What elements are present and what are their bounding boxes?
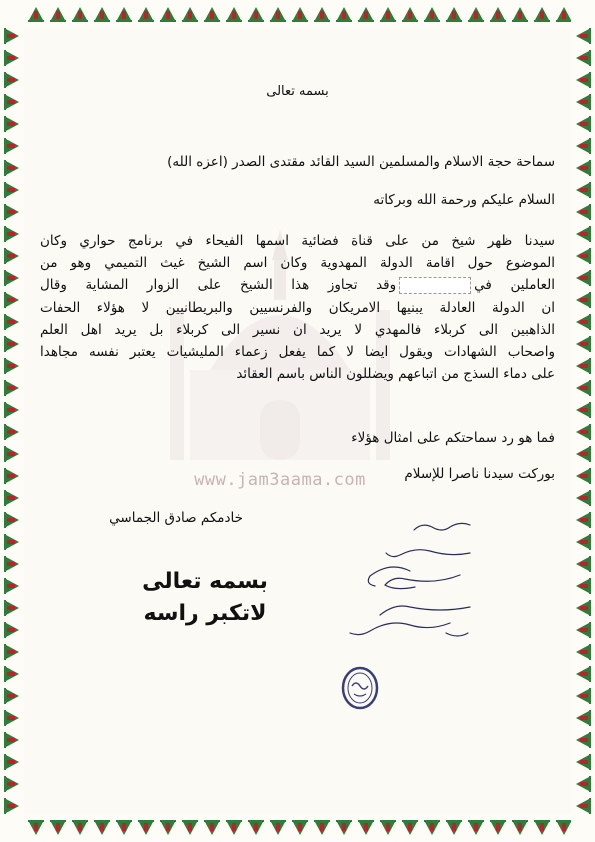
paragraph-line: سيدنا ظهر شيخ من على قناة فضائية اسمها الفيحاء في برنامج حواري وكان <box>40 233 555 249</box>
border-ornament <box>358 7 374 22</box>
border-ornament <box>4 380 19 396</box>
letter-addressee: سماحة حجة الاسلام والمسلمين السيد القائد مقتدى الصدر (اعزه الله) <box>167 154 555 170</box>
border-ornament <box>116 820 132 835</box>
border-ornament <box>4 138 19 154</box>
border-ornament <box>138 7 154 22</box>
border-ornament <box>576 556 591 572</box>
border-ornament <box>4 754 19 770</box>
border-ornament <box>4 226 19 242</box>
border-ornament <box>292 820 308 835</box>
paragraph-line: الموضوع حول اقامة الدولة المهدوية وكان اسم الشيخ غيث التميمي وهو من <box>40 255 555 272</box>
border-ornament <box>490 7 506 22</box>
border-ornament <box>4 710 19 726</box>
border-ornament <box>556 820 572 835</box>
border-ornament <box>576 754 591 770</box>
border-ornament <box>576 490 591 506</box>
border-ornament <box>4 424 19 440</box>
letter-signer: خادمكم صادق الجماسي <box>109 510 243 526</box>
border-ornament <box>556 7 572 22</box>
border-ornament <box>576 798 591 814</box>
border-ornament <box>292 7 308 22</box>
border-ornament <box>446 7 462 22</box>
border-ornament <box>4 776 19 792</box>
border-ornament <box>270 820 286 835</box>
border-ornament <box>576 402 591 418</box>
border-ornament <box>4 248 19 264</box>
border-ornament <box>576 666 591 682</box>
border-ornament <box>4 446 19 462</box>
border-ornament <box>380 7 396 22</box>
border-ornament <box>512 820 528 835</box>
border-ornament <box>204 7 220 22</box>
border-ornament <box>94 820 110 835</box>
border-ornament <box>4 182 19 198</box>
border-ornament <box>424 7 440 22</box>
border-ornament <box>28 7 44 22</box>
border-ornament <box>138 820 154 835</box>
border-ornament <box>576 512 591 528</box>
border-ornament <box>116 7 132 22</box>
border-ornament <box>270 7 286 22</box>
paragraph-fragment: وقد تجاوز هذا الشيخ على الزوار المشاية وقال <box>40 277 397 294</box>
border-ornament <box>182 7 198 22</box>
paragraph-line: على دماء السذج من اتباعهم ويضللون الناس باسم العقائد <box>236 366 555 383</box>
letter-closing: بوركت سيدنا ناصرا للإسلام <box>404 466 555 482</box>
border-ornament <box>336 820 352 835</box>
paragraph-fragment: العاملين في <box>474 277 555 294</box>
border-ornament <box>248 820 264 835</box>
border-ornament <box>4 578 19 594</box>
border-ornament <box>576 358 591 374</box>
border-ornament <box>4 600 19 616</box>
border-ornament <box>248 7 264 22</box>
border-ornament <box>576 424 591 440</box>
border-ornament <box>4 358 19 374</box>
border-ornament <box>226 820 242 835</box>
reply-basmala: بسمه تعالى <box>142 569 268 594</box>
border-ornament <box>4 116 19 132</box>
border-ornament <box>4 94 19 110</box>
border-ornament <box>4 270 19 286</box>
border-ornament <box>576 248 591 264</box>
border-ornament <box>226 7 242 22</box>
border-ornament <box>576 28 591 44</box>
border-ornament <box>182 820 198 835</box>
border-ornament <box>576 710 591 726</box>
border-ornament <box>380 820 396 835</box>
border-ornament <box>576 534 591 550</box>
border-ornament <box>4 644 19 660</box>
border-ornament <box>4 204 19 220</box>
watermark-website: www.jam3aama.com <box>194 470 366 490</box>
border-ornament <box>336 7 352 22</box>
border-ornament <box>576 138 591 154</box>
border-ornament <box>576 622 591 638</box>
border-ornament <box>28 820 44 835</box>
letter-paragraph <box>40 230 555 385</box>
border-ornament <box>4 314 19 330</box>
border-ornament <box>576 732 591 748</box>
border-ornament <box>4 468 19 484</box>
border-ornament <box>468 820 484 835</box>
border-ornament <box>314 7 330 22</box>
redacted-box <box>399 277 471 294</box>
border-ornament <box>576 446 591 462</box>
paragraph-line: واصحاب الشهادات ويقول ايضا لا كما يفعل زعماء المليشيات يعتبر نفسه مجاهدا <box>40 344 555 361</box>
decorative-border-right <box>571 0 595 842</box>
border-ornament <box>534 820 550 835</box>
border-ornament <box>576 270 591 286</box>
border-ornament <box>402 820 418 835</box>
border-ornament <box>576 336 591 352</box>
border-ornament <box>576 50 591 66</box>
border-ornament <box>4 28 19 44</box>
decorative-border-bottom <box>0 814 595 842</box>
paragraph-line: الذاهبين الى كربلاء فالمهدي لا يريد ان نسير الى كربلاء بل يريد اهل العلم <box>40 321 555 338</box>
border-ornament <box>4 798 19 814</box>
border-ornament <box>468 7 484 22</box>
border-ornament <box>576 204 591 220</box>
paragraph-line <box>40 274 555 296</box>
border-ornament <box>4 292 19 308</box>
border-ornament <box>576 182 591 198</box>
border-ornament <box>4 556 19 572</box>
border-ornament <box>4 732 19 748</box>
border-ornament <box>4 402 19 418</box>
border-ornament <box>4 490 19 506</box>
reply-text: لاتكبر راسه <box>143 601 267 626</box>
border-ornament <box>4 160 19 176</box>
paragraph-line: ان الدولة العادلة يبنيها الامريكان والفرنسيين والبريطانيين لا هؤلاء الحفات <box>40 299 555 316</box>
border-ornament <box>94 7 110 22</box>
border-ornament <box>576 380 591 396</box>
border-ornament <box>490 820 506 835</box>
border-ornament <box>4 336 19 352</box>
border-ornament <box>4 512 19 528</box>
border-ornament <box>358 820 374 835</box>
border-ornament <box>402 7 418 22</box>
border-ornament <box>4 622 19 638</box>
border-ornament <box>534 7 550 22</box>
border-ornament <box>576 468 591 484</box>
border-ornament <box>576 688 591 704</box>
border-ornament <box>576 72 591 88</box>
border-ornament <box>72 820 88 835</box>
border-ornament <box>576 578 591 594</box>
border-ornament <box>576 94 591 110</box>
letter-basmala: بسمه تعالى <box>266 84 329 99</box>
border-ornament <box>314 820 330 835</box>
border-ornament <box>576 226 591 242</box>
border-ornament <box>4 688 19 704</box>
border-ornament <box>576 776 591 792</box>
border-ornament <box>512 7 528 22</box>
border-ornament <box>4 534 19 550</box>
border-ornament <box>576 292 591 308</box>
decorative-border-left <box>0 0 24 842</box>
border-ornament <box>160 7 176 22</box>
border-ornament <box>576 160 591 176</box>
border-ornament <box>72 7 88 22</box>
border-ornament <box>204 820 220 835</box>
border-ornament <box>446 820 462 835</box>
letter-greeting: السلام عليكم ورحمة الله وبركاته <box>373 192 555 208</box>
border-ornament <box>4 666 19 682</box>
reply-block <box>110 566 300 630</box>
border-ornament <box>576 314 591 330</box>
letter-question: فما هو رد سماحتكم على امثال هؤلاء <box>351 430 555 446</box>
border-ornament <box>50 7 66 22</box>
border-ornament <box>576 116 591 132</box>
border-ornament <box>50 820 66 835</box>
border-ornament <box>576 600 591 616</box>
decorative-border-top <box>0 0 595 28</box>
border-ornament <box>424 820 440 835</box>
border-ornament <box>4 50 19 66</box>
border-ornament <box>4 72 19 88</box>
border-ornament <box>160 820 176 835</box>
official-seal <box>340 666 380 710</box>
border-ornament <box>576 644 591 660</box>
